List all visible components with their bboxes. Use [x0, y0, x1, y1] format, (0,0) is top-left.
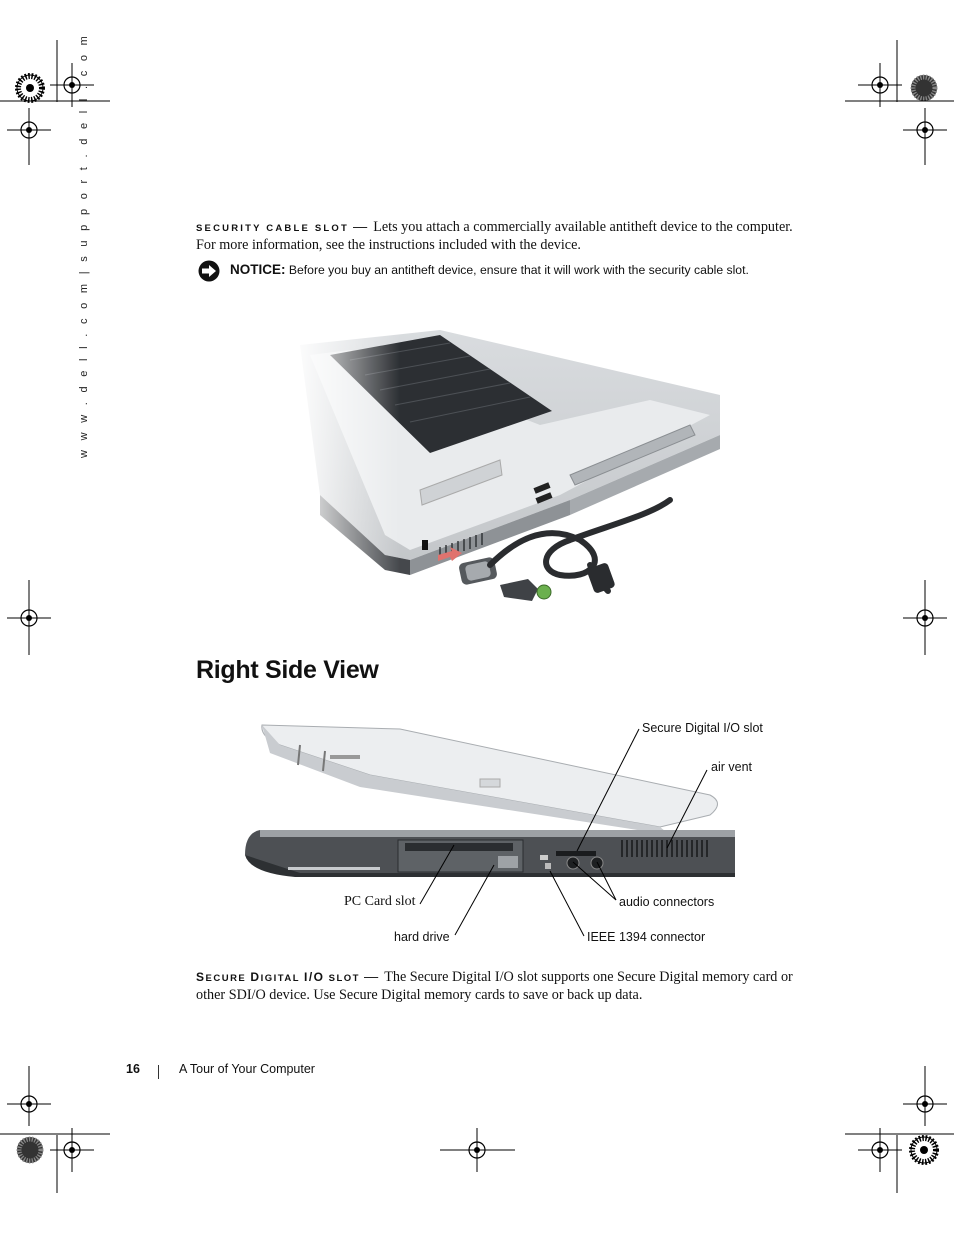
notice-label: NOTICE: [230, 262, 286, 277]
secure-digital-term [196, 969, 360, 985]
security-cable-description: Lets you attach a commercially available antitheft device to the computer. For more information, see the instructions included with the device. [196, 219, 793, 253]
term-part: D [250, 970, 261, 984]
footer-separator [158, 1065, 159, 1079]
security-cable-term: SECURITY CABLE SLOT [196, 223, 349, 234]
term-dash: — [364, 969, 379, 985]
term-part: SLOT [324, 973, 360, 984]
callout-air-vent: air vent [711, 760, 752, 774]
term-part: IGITAL [260, 973, 304, 984]
term-part: I/O [304, 970, 325, 984]
callout-secure-digital: Secure Digital I/O slot [642, 721, 763, 735]
section-heading: Right Side View [196, 656, 379, 684]
side-url-text: w w w . d e l l . c o m | s u p p o r t . d e l l . c o m [78, 32, 90, 458]
notice-text: Before you buy an antitheft device, ensure that it will work with the security cable slot. [288, 263, 749, 277]
chapter-title: A Tour of Your Computer [179, 1062, 315, 1076]
secure-digital-description: The Secure Digital I/O slot supports one Secure Digital memory card or other SDI/O device. Use Secure Digital memory cards to save or back up data. [196, 969, 793, 1003]
callout-pc-card: PC Card slot [344, 894, 416, 909]
term-dash: — [353, 219, 368, 235]
term-part: S [196, 970, 206, 984]
callout-hard-drive: hard drive [394, 930, 450, 944]
term-part: ECURE [205, 973, 251, 984]
callout-ieee: IEEE 1394 connector [587, 930, 706, 944]
secure-digital-paragraph [196, 969, 806, 1004]
callout-audio: audio connectors [619, 895, 715, 909]
page-number: 16 [126, 1062, 140, 1076]
